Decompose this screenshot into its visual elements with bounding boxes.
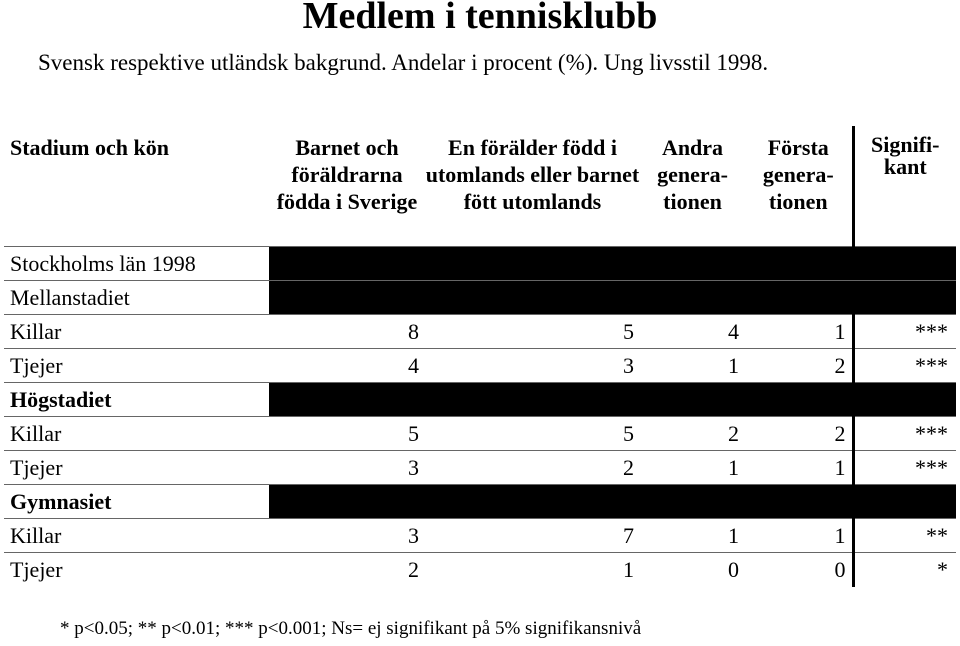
section-bar — [269, 383, 956, 417]
section-row — [4, 247, 956, 281]
table-row — [4, 349, 956, 383]
section-label: Gymnasiet — [4, 485, 269, 519]
cell-en-foralder: 3 — [425, 349, 640, 383]
section-row — [4, 485, 956, 519]
cell-signifikant: *** — [853, 417, 956, 451]
table-row — [4, 315, 956, 349]
cell-signifikant: * — [853, 553, 956, 587]
table-row — [4, 553, 956, 587]
section-bar — [269, 247, 956, 281]
cell-en-foralder: 1 — [425, 553, 640, 587]
row-label: Tjejer — [4, 451, 269, 485]
row-label: Killar — [4, 519, 269, 553]
cell-en-foralder: 5 — [425, 315, 640, 349]
footnote: * p<0.05; ** p<0.01; *** p<0.001; Ns= ej signifikant på 5% signifikansnivå — [60, 618, 642, 639]
cell-sverige: 2 — [269, 553, 425, 587]
cell-andra: 1 — [640, 349, 745, 383]
row-label: Tjejer — [4, 349, 269, 383]
cell-forsta: 2 — [745, 349, 853, 383]
cell-signifikant: *** — [853, 451, 956, 485]
cell-forsta: 1 — [745, 451, 853, 485]
header-stadium: Stadium och kön — [10, 135, 169, 160]
section-label: Högstadiet — [4, 383, 269, 417]
cell-signifikant: ** — [853, 519, 956, 553]
cell-forsta: 1 — [745, 519, 853, 553]
cell-andra: 2 — [640, 417, 745, 451]
section-label: Mellanstadiet — [4, 281, 269, 315]
section-label: Stockholms län 1998 — [4, 247, 269, 281]
header-andra-generationen: Andra genera-tionen — [657, 135, 728, 214]
table-row — [4, 417, 956, 451]
table-row — [4, 519, 956, 553]
data-table — [4, 126, 956, 587]
cell-sverige: 5 — [269, 417, 425, 451]
cell-forsta: 0 — [745, 553, 853, 587]
cell-andra: 4 — [640, 315, 745, 349]
table-row — [4, 451, 956, 485]
cell-sverige: 8 — [269, 315, 425, 349]
page-title: Medlem i tennisklubb — [302, 0, 658, 37]
header-en-foralder: En förälder född i utomlands eller barnet fött utomlands — [425, 135, 640, 214]
cell-signifikant: *** — [853, 349, 956, 383]
cell-andra: 0 — [640, 553, 745, 587]
header-signifikant: Signifi-kant — [871, 132, 940, 179]
cell-forsta: 2 — [745, 417, 853, 451]
page-subtitle: Svensk respektive utländsk bakgrund. Andelar i procent (%). Ung livsstil 1998. — [38, 50, 769, 75]
row-label: Tjejer — [4, 553, 269, 587]
header-forsta-generationen: Första genera-tionen — [745, 126, 853, 247]
cell-sverige: 3 — [269, 451, 425, 485]
cell-en-foralder: 2 — [425, 451, 640, 485]
section-bar — [269, 281, 956, 315]
cell-en-foralder: 5 — [425, 417, 640, 451]
row-label: Killar — [4, 315, 269, 349]
header-row — [4, 126, 956, 247]
section-bar — [269, 485, 956, 519]
row-label: Killar — [4, 417, 269, 451]
section-row — [4, 383, 956, 417]
section-row — [4, 281, 956, 315]
cell-signifikant: *** — [853, 315, 956, 349]
cell-andra: 1 — [640, 519, 745, 553]
cell-forsta: 1 — [745, 315, 853, 349]
cell-sverige: 4 — [269, 349, 425, 383]
cell-sverige: 3 — [269, 519, 425, 553]
header-sverige: Barnet och föräldrarna födda i Sverige — [276, 135, 418, 214]
cell-en-foralder: 7 — [425, 519, 640, 553]
cell-andra: 1 — [640, 451, 745, 485]
